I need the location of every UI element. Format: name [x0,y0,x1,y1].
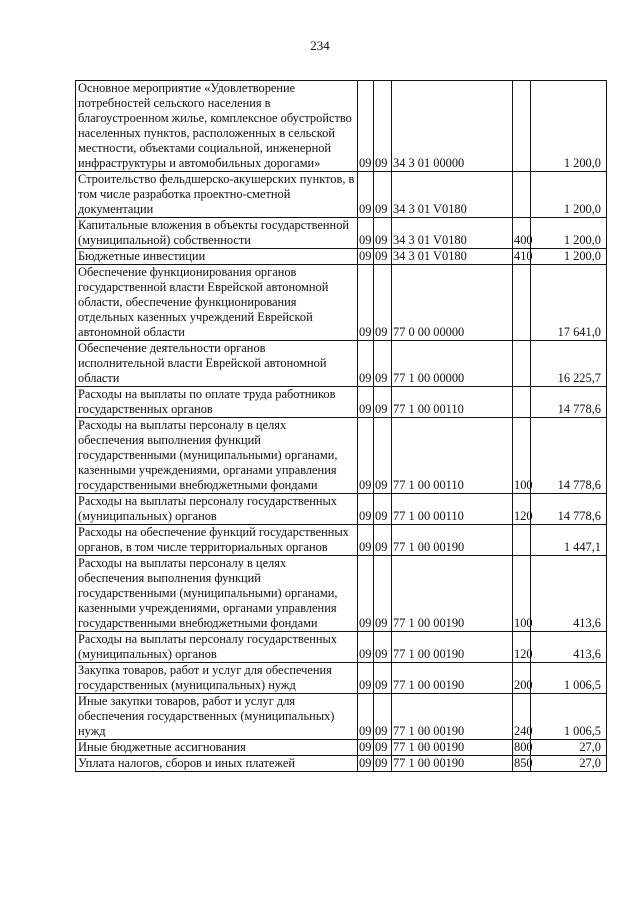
row-name-cell: Расходы на выплаты по оплате труда работников государственных органов [76,387,358,418]
page-number: 234 [310,38,330,53]
table-row [76,694,607,740]
expense-type-cell: 240 [513,694,531,740]
table-row [76,525,607,556]
subsection-code-cell: 09 [374,218,392,249]
row-name-cell: Иные бюджетные ассигнования [76,740,358,756]
table-row [76,494,607,525]
section-code-cell: 09 [358,663,374,694]
target-article-cell: 34 3 01 V0180 [392,172,513,218]
amount-cell: 14 778,6 [531,418,607,494]
section-code-cell: 09 [358,494,374,525]
target-article-cell: 77 1 00 00000 [392,341,513,387]
expense-type-cell: 100 [513,418,531,494]
subsection-code-cell: 09 [374,663,392,694]
amount-cell: 413,6 [531,632,607,663]
target-article-cell: 77 1 00 00190 [392,632,513,663]
table-row [76,387,607,418]
expense-type-cell [513,387,531,418]
target-article-cell: 77 1 00 00190 [392,740,513,756]
row-name-cell: Обеспечение деятельности органов исполнительной власти Еврейской автономной области [76,341,358,387]
expense-type-cell [513,341,531,387]
subsection-code-cell: 09 [374,387,392,418]
section-code-cell: 09 [358,694,374,740]
section-code-cell: 09 [358,418,374,494]
row-name-cell: Расходы на обеспечение функций государственных органов, в том числе территориальных органов [76,525,358,556]
amount-cell: 16 225,7 [531,341,607,387]
section-code-cell: 09 [358,632,374,663]
amount-cell: 1 006,5 [531,694,607,740]
subsection-code-cell: 09 [374,494,392,525]
expense-type-cell [513,81,531,172]
row-name-cell: Бюджетные инвестиции [76,249,358,265]
target-article-cell: 77 1 00 00110 [392,387,513,418]
target-article-cell: 77 1 00 00110 [392,418,513,494]
amount-cell: 1 200,0 [531,249,607,265]
section-code-cell: 09 [358,740,374,756]
section-code-cell: 09 [358,81,374,172]
table-row [76,632,607,663]
row-name-cell: Закупка товаров, работ и услуг для обеспечения государственных (муниципальных) нужд [76,663,358,694]
subsection-code-cell: 09 [374,81,392,172]
table-row [76,172,607,218]
target-article-cell: 77 1 00 00190 [392,694,513,740]
expense-type-cell [513,265,531,341]
target-article-cell: 34 3 01 00000 [392,81,513,172]
amount-cell: 1 200,0 [531,81,607,172]
target-article-cell: 77 1 00 00190 [392,663,513,694]
target-article-cell: 34 3 01 V0180 [392,249,513,265]
table-row [76,218,607,249]
amount-cell: 14 778,6 [531,387,607,418]
section-code-cell: 09 [358,525,374,556]
subsection-code-cell: 09 [374,249,392,265]
target-article-cell: 77 1 00 00190 [392,756,513,772]
subsection-code-cell: 09 [374,694,392,740]
amount-cell: 413,6 [531,556,607,632]
expense-type-cell: 100 [513,556,531,632]
amount-cell: 1 006,5 [531,663,607,694]
amount-cell: 14 778,6 [531,494,607,525]
amount-cell: 1 447,1 [531,525,607,556]
expense-type-cell: 850 [514,756,533,770]
table-row [76,81,607,172]
amount-cell: 17 641,0 [531,265,607,341]
section-code-cell: 09 [358,249,374,265]
row-name-cell: Обеспечение функционирования органов государственной власти Еврейской автономной области, обеспечение функционирования отдельных казенных учреждений Еврейской автономной области [76,265,358,341]
row-name-cell: Расходы на выплаты персоналу в целях обеспечения выполнения функций государственными (муниципальными) органами, казенными учреждениями, органами управления государственными внебюджетными фондами [76,418,358,494]
table-row [76,265,607,341]
section-code-cell: 09 [358,756,374,772]
expense-type-cell: 410 [514,249,533,263]
section-code-cell: 09 [358,265,374,341]
table-row [76,249,607,265]
expense-type-cell: 400 [513,218,531,249]
table-row [76,341,607,387]
expense-type-cell: 120 [513,494,531,525]
expense-type-cell [513,172,531,218]
expense-type-cell: 800 [514,740,533,754]
target-article-cell: 77 1 00 00190 [392,525,513,556]
amount-cell: 27,0 [531,756,607,772]
subsection-code-cell: 09 [374,341,392,387]
target-article-cell: 77 1 00 00110 [392,494,513,525]
section-code-cell: 09 [358,341,374,387]
amount-cell: 1 200,0 [531,172,607,218]
table-row [76,556,607,632]
subsection-code-cell: 09 [374,632,392,663]
budget-table-body [76,81,607,772]
subsection-code-cell: 09 [374,172,392,218]
subsection-code-cell: 09 [374,418,392,494]
row-name-cell: Уплата налогов, сборов и иных платежей [76,756,358,772]
table-row [76,663,607,694]
section-code-cell: 09 [358,556,374,632]
row-name-cell: Иные закупки товаров, работ и услуг для обеспечения государственных (муниципальных) нужд [76,694,358,740]
amount-cell: 1 200,0 [531,218,607,249]
section-code-cell: 09 [358,218,374,249]
expense-type-cell: 200 [513,663,531,694]
section-code-cell: 09 [358,172,374,218]
expense-type-cell [513,525,531,556]
subsection-code-cell: 09 [374,756,392,772]
row-name-cell: Строительство фельдшерско-акушерских пунктов, в том числе разработка проектно-сметной документации [76,172,358,218]
target-article-cell: 34 3 01 V0180 [392,218,513,249]
row-name-cell: Расходы на выплаты персоналу государственных (муниципальных) органов [76,494,358,525]
row-name-cell: Основное мероприятие «Удовлетворение потребностей сельского населения в благоустроенном жилье, комплексное обустройство населенных пунктов, расположенных в сельской местности, объектами социальной, инженерной инфраструктуры и автомобильных дорогами» [76,81,358,172]
row-name-cell: Расходы на выплаты персоналу в целях обеспечения выполнения функций государственными (муниципальными) органами, казенными учреждениями, органами управления государственными внебюджетными фондами [76,556,358,632]
subsection-code-cell: 09 [374,265,392,341]
target-article-cell: 77 0 00 00000 [392,265,513,341]
amount-cell: 27,0 [531,740,607,756]
budget-table [75,80,607,772]
expense-type-cell: 120 [513,632,531,663]
table-row [76,740,607,756]
subsection-code-cell: 09 [374,556,392,632]
table-row [76,418,607,494]
subsection-code-cell: 09 [374,740,392,756]
target-article-cell: 77 1 00 00190 [392,556,513,632]
section-code-cell: 09 [358,387,374,418]
row-name-cell: Расходы на выплаты персоналу государственных (муниципальных) органов [76,632,358,663]
subsection-code-cell: 09 [374,525,392,556]
row-name-cell: Капитальные вложения в объекты государственной (муниципальной) собственности [76,218,358,249]
table-row [76,756,607,772]
